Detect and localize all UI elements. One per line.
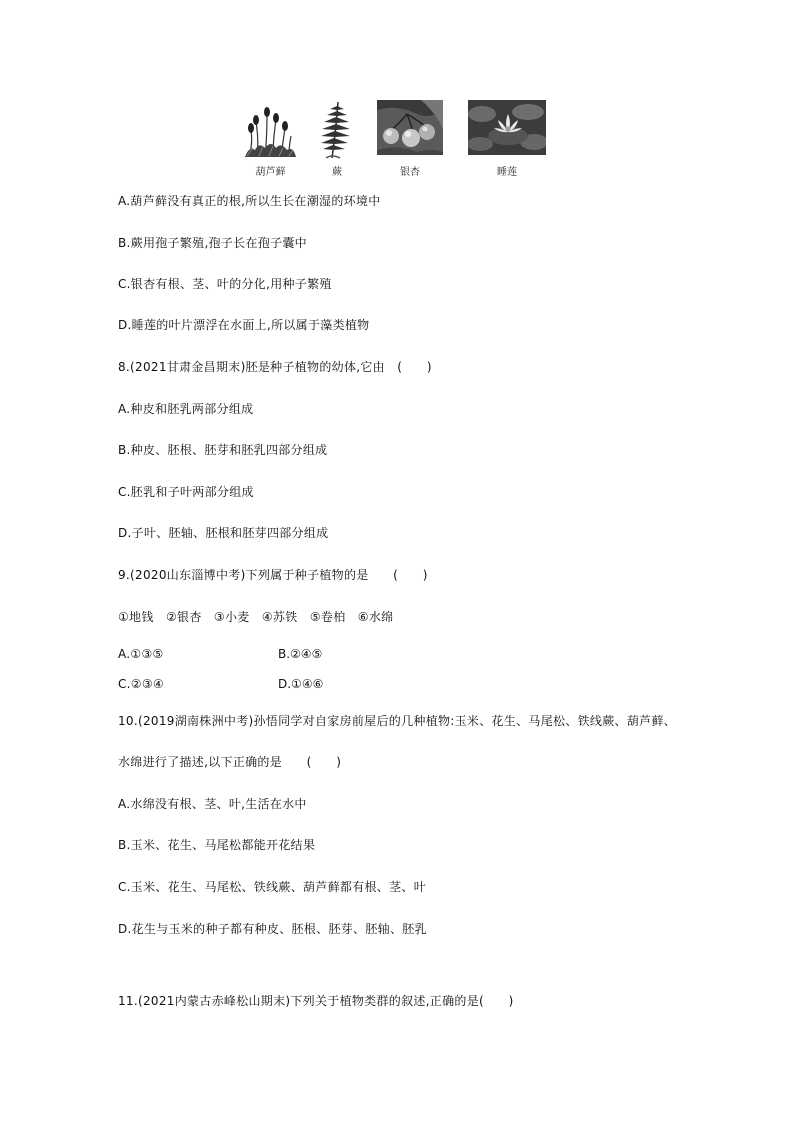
q8-option-d: D.子叶、胚轴、胚根和胚芽四部分组成 [118, 526, 329, 540]
q9-stem: 9.(2020山东淄博中考)下列属于种子植物的是 ( ) [118, 568, 428, 582]
caption-fern: 蕨 [332, 167, 342, 178]
q9-option-a: A.①③⑤ [118, 647, 164, 661]
q10-stem-line1: 10.(2019湖南株洲中考)孙悟同学对自家房前屋后的几种植物:玉米、花生、马尾松、铁线蕨、葫芦藓、 [118, 714, 677, 728]
moss-image [243, 100, 298, 158]
water-lily-image [468, 100, 546, 155]
figure-item-moss [243, 100, 298, 178]
q9-option-c: C.②③④ [118, 677, 164, 691]
q10-option-a: A.水绵没有根、茎、叶,生活在水中 [118, 797, 307, 811]
ginkgo-image [377, 100, 443, 155]
q7-option-b: B.蕨用孢子繁殖,孢子长在孢子囊中 [118, 236, 307, 250]
figure-item-fern [312, 100, 362, 178]
q9-option-d: D.①④⑥ [278, 677, 324, 691]
q11-stem: 11.(2021内蒙古赤峰松山期末)下列关于植物类群的叙述,正确的是( ) [118, 994, 514, 1008]
caption-water-lily: 睡莲 [497, 167, 517, 178]
q9-items: ①地钱 ②银杏 ③小麦 ④苏铁 ⑤卷柏 ⑥水绵 [118, 610, 394, 624]
q10-option-b: B.玉米、花生、马尾松都能开花结果 [118, 838, 316, 852]
plant-figure [0, 100, 794, 180]
q7-option-d: D.睡莲的叶片漂浮在水面上,所以属于藻类植物 [118, 318, 370, 332]
q9-option-b: B.②④⑤ [278, 647, 323, 661]
q7-option-a: A.葫芦藓没有真正的根,所以生长在潮湿的环境中 [118, 194, 381, 208]
q7-option-c: C.银杏有根、茎、叶的分化,用种子繁殖 [118, 277, 332, 291]
caption-moss: 葫芦藓 [255, 167, 286, 178]
q8-option-b: B.种皮、胚根、胚芽和胚乳四部分组成 [118, 443, 328, 457]
q8-option-c: C.胚乳和子叶两部分组成 [118, 485, 254, 499]
q10-option-d: D.花生与玉米的种子都有种皮、胚根、胚芽、胚轴、胚乳 [118, 922, 427, 936]
fern-image [312, 100, 362, 160]
q8-stem: 8.(2021甘肃金昌期末)胚是种子植物的幼体,它由 ( ) [118, 360, 432, 374]
q8-option-a: A.种皮和胚乳两部分组成 [118, 402, 254, 416]
q10-option-c: C.玉米、花生、马尾松、铁线蕨、葫芦藓都有根、茎、叶 [118, 880, 426, 894]
figure-item-ginkgo [377, 100, 443, 178]
q10-stem-line2: 水绵进行了描述,以下正确的是 ( ) [118, 755, 342, 769]
caption-ginkgo: 银杏 [400, 167, 420, 178]
figure-item-water-lily [468, 100, 546, 178]
